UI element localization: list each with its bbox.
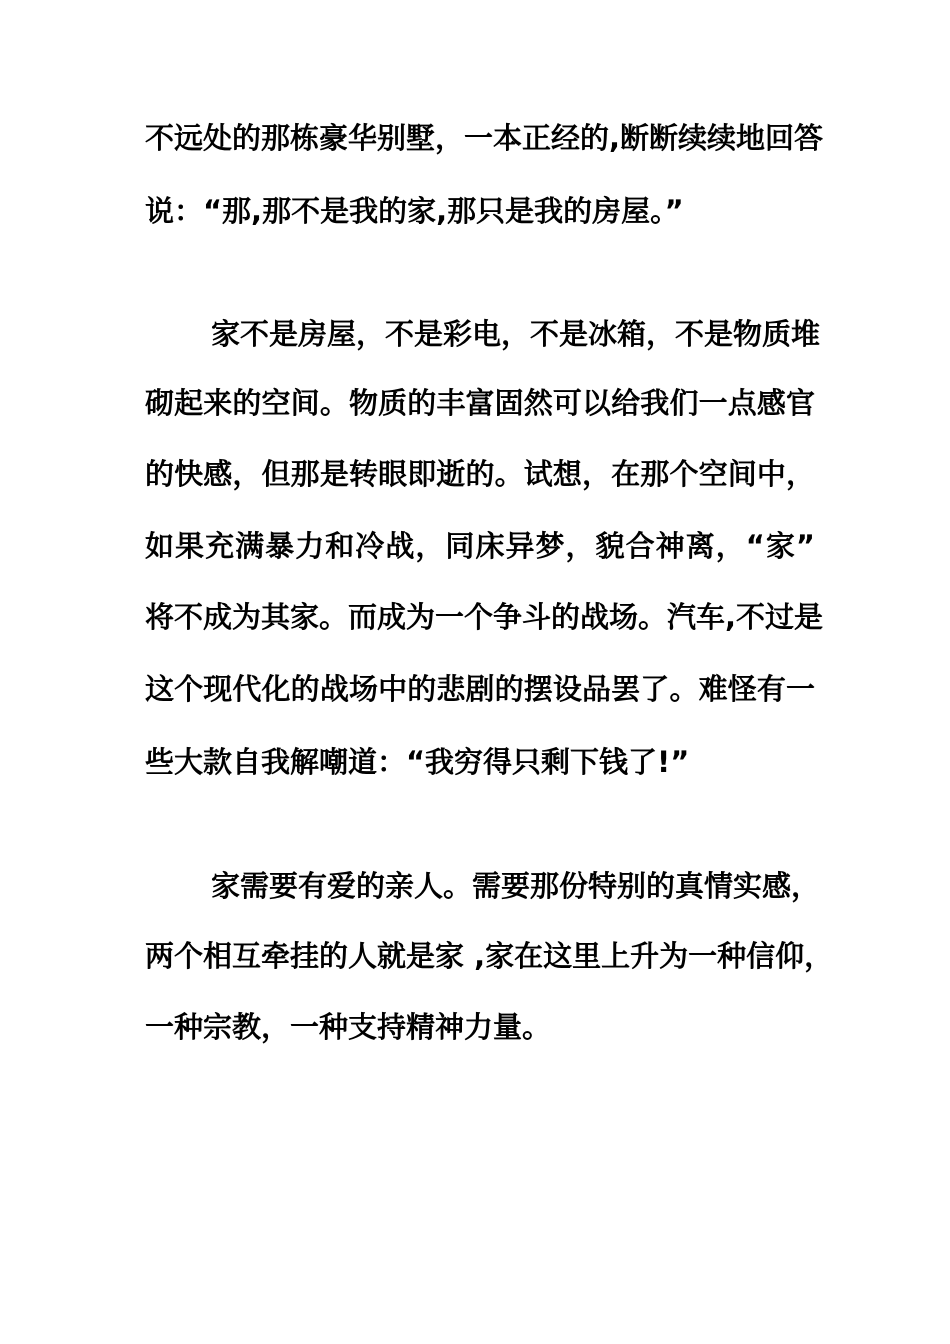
paragraph-2-line-2: 砌起来的空间。物质的丰富固然可以给我们一点感官 bbox=[145, 386, 815, 420]
paragraph-2-line-6: 这个现代化的战场中的悲剧的摆设品罢了。难怪有一 bbox=[145, 672, 815, 706]
paragraph-3-line-1: 家需要有爱的亲人。需要那份特别的真情实感， bbox=[211, 869, 821, 903]
paragraph-2-line-3: 的快感，但那是转眼即逝的。试想，在那个空间中， bbox=[145, 457, 815, 491]
paragraph-3-line-3: 一种宗教，一种支持精神力量。 bbox=[145, 1010, 552, 1044]
paragraph-2-line-7: 些大款自我解嘲道：“我穷得只剩下钱了!” bbox=[145, 745, 690, 779]
paragraph-2-line-1: 家不是房屋，不是彩电，不是冰箱，不是物质堆 bbox=[211, 317, 821, 351]
paragraph-3-line-2: 两个相互牵挂的人就是家 ,家在这里上升为一种信仰， bbox=[145, 939, 834, 973]
paragraph-2-line-4: 如果充满暴力和冷战，同床异梦，貌合神离，“家” bbox=[145, 529, 815, 563]
paragraph-2-line-5: 将不成为其家。而成为一个争斗的战场。汽车,不过是 bbox=[145, 600, 824, 634]
paragraph-1-line-2: 说：“那,那不是我的家,那只是我的房屋。” bbox=[145, 194, 684, 228]
paragraph-1-line-1: 不远处的那栋豪华别墅，一本正经的,断断续续地回答 bbox=[145, 121, 824, 155]
